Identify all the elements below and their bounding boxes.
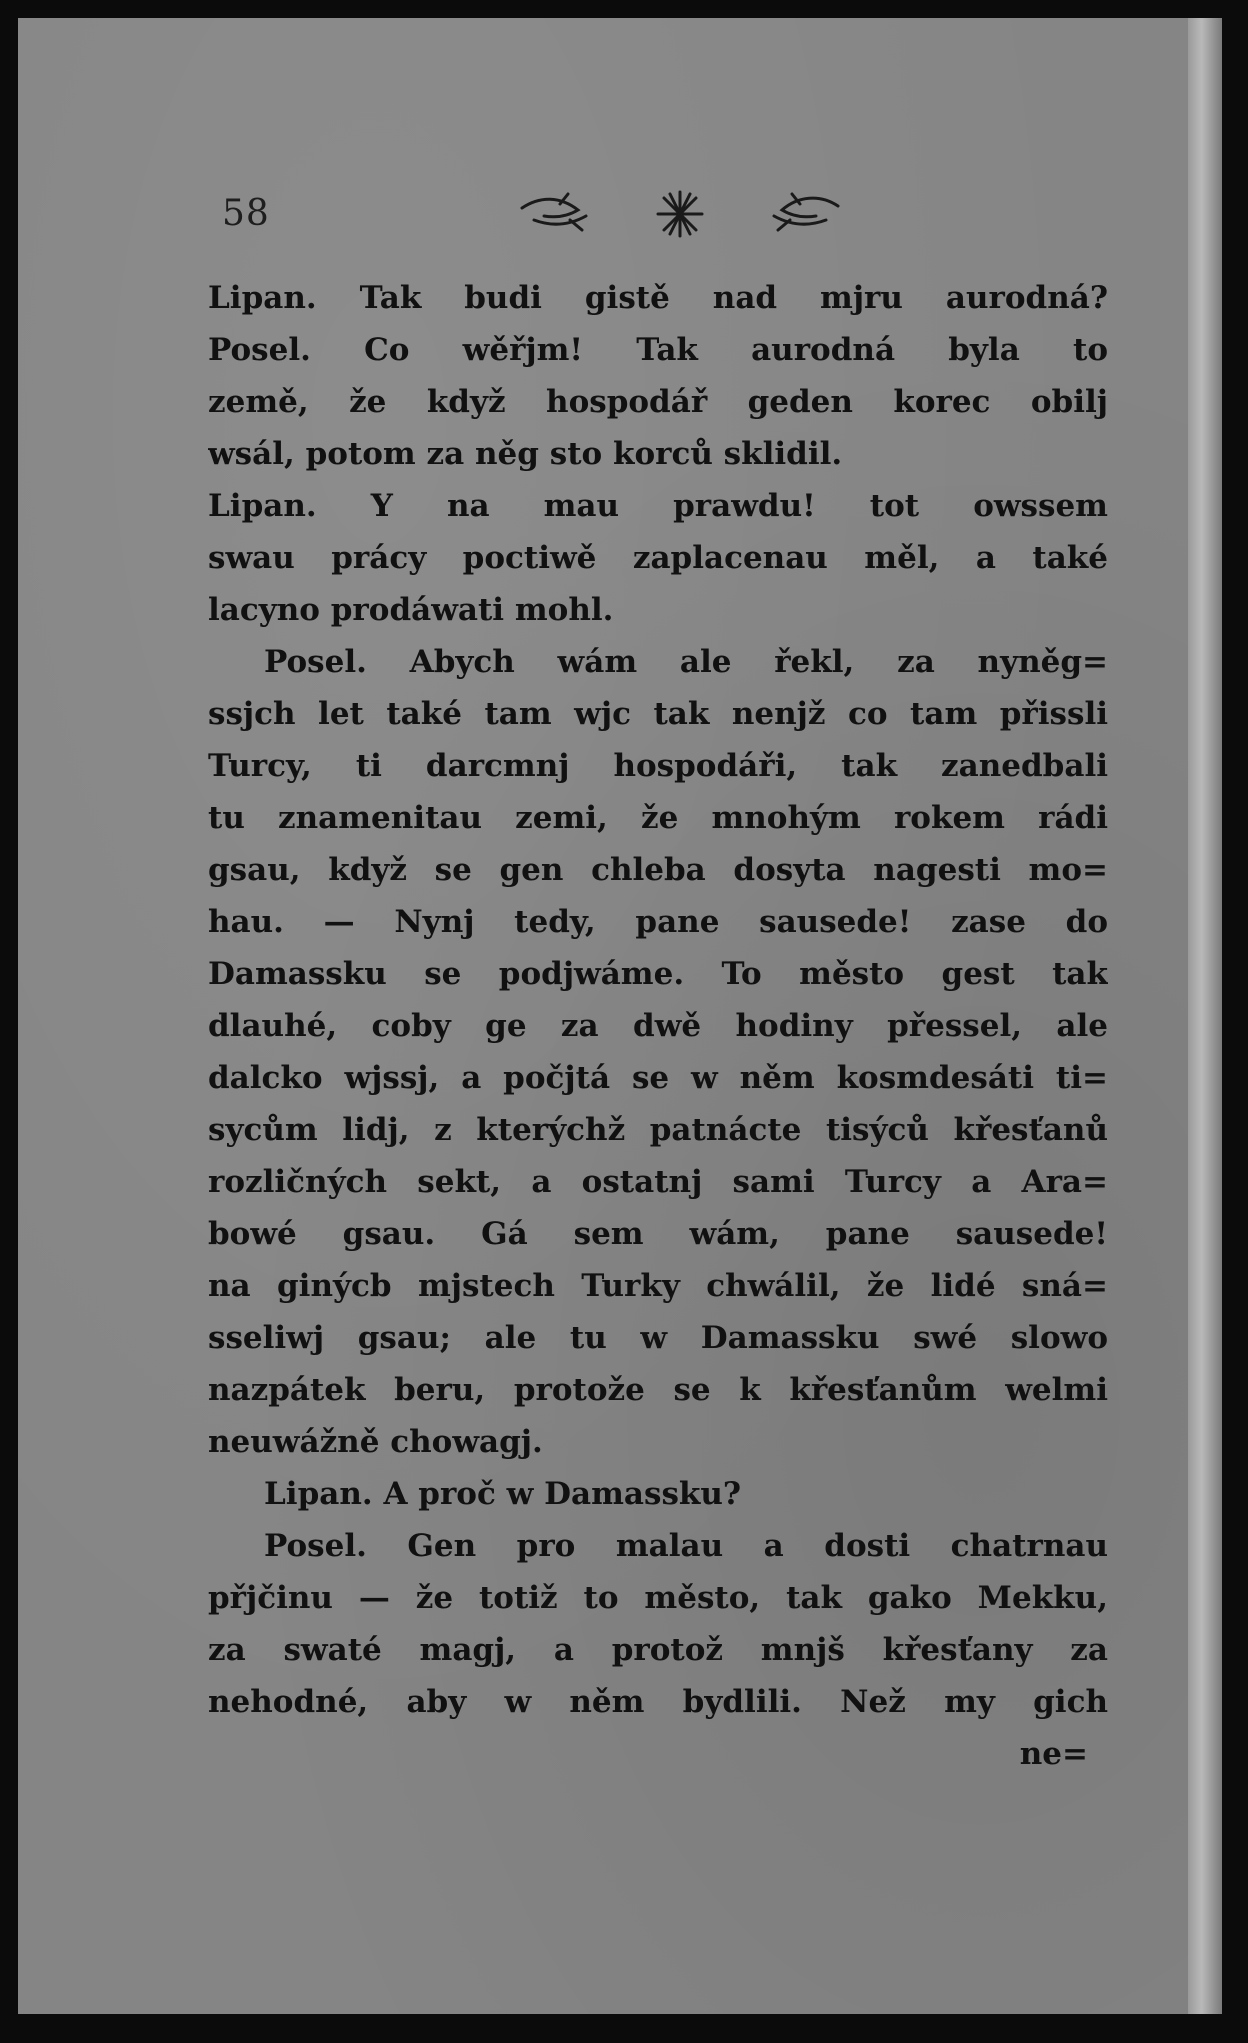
- text-line: nazpátek beru, protože se k křesťanům welmi: [208, 1372, 1108, 1408]
- page-number: 58: [222, 193, 270, 234]
- text-line: tu znamenitau zemi, že mnohým rokem rádi: [208, 800, 1108, 836]
- text-line: lacyno prodáwati mohl.: [208, 592, 614, 628]
- text-line: hau. — Nynj tedy, pane sausede! zase do: [208, 904, 1108, 940]
- text-line: Turcy, ti darcmnj hospodáři, tak zanedbali: [208, 748, 1108, 784]
- text-line: Posel. Abych wám ale řekl, za nyněg=: [264, 644, 1108, 680]
- text-line: Lipan. A proč w Damassku?: [264, 1476, 742, 1512]
- text-line: Posel. Co wěřjm! Tak aurodná byla to: [208, 332, 1108, 368]
- text-line: na ginýcb mjstech Turky chwálil, že lidé sná=: [208, 1268, 1108, 1304]
- text-line: sseliwj gsau; ale tu w Damassku swé slowo: [208, 1320, 1108, 1356]
- text-line: dalcko wjssj, a počjtá se w něm kosmdesáti ti=: [208, 1060, 1108, 1096]
- page-spine-edge: [1188, 18, 1222, 2014]
- ornament-divider-icon: [520, 186, 840, 242]
- text-line: ssjch let také tam wjc tak nenjž co tam přissli: [208, 696, 1108, 732]
- text-line: dlauhé, coby ge za dwě hodiny přessel, ale: [208, 1008, 1108, 1044]
- text-line: gsau, když se gen chleba dosyta nagesti mo=: [208, 852, 1108, 888]
- text-line: nehodné, aby w něm bydlili. Než my gich: [208, 1684, 1108, 1720]
- text-line: Lipan. Tak budi gistě nad mjru aurodná?: [208, 280, 1108, 316]
- text-line: za swaté magj, a protož mnjš křesťany za: [208, 1632, 1108, 1668]
- text-line: rozličných sekt, a ostatnj sami Turcy a Ara=: [208, 1164, 1108, 1200]
- text-line: přjčinu — že totiž to město, tak gako Mekku,: [208, 1580, 1108, 1616]
- body-text: [208, 272, 1108, 1780]
- text-line: Posel. Gen pro malau a dosti chatrnau: [264, 1528, 1108, 1564]
- text-line: Damassku se podjwáme. To město gest tak: [208, 956, 1108, 992]
- text-line: swau prácy poctiwě zaplacenau měl, a také: [208, 540, 1108, 576]
- text-line: Lipan. Y na mau prawdu! tot owssem: [208, 488, 1108, 524]
- text-line: wsál, potom za něg sto korců sklidil.: [208, 436, 843, 472]
- text-line: neuwážně chowagj.: [208, 1424, 543, 1460]
- text-line: bowé gsau. Gá sem wám, pane sausede!: [208, 1216, 1108, 1252]
- text-line: země, že když hospodář geden korec obilj: [208, 384, 1108, 420]
- catchword: ne=: [1019, 1736, 1088, 1772]
- text-line: sycům lidj, z kterýchž patnácte tisýců křesťanů: [208, 1112, 1108, 1148]
